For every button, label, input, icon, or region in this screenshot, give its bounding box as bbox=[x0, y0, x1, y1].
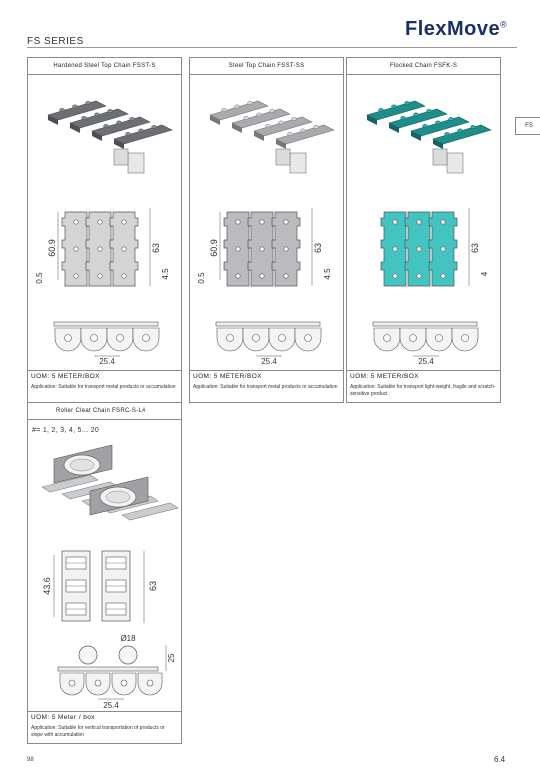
pin-hole bbox=[60, 108, 65, 111]
pin-hole bbox=[126, 132, 131, 135]
product-title: Roller Cleat Chain FSRC-S-L# bbox=[28, 403, 181, 420]
pin-hole bbox=[314, 125, 319, 128]
pin-hole bbox=[236, 274, 240, 278]
page-number-right: 6.4 bbox=[494, 755, 506, 764]
chain-3d-illustration bbox=[190, 75, 343, 200]
pin-hole bbox=[86, 101, 91, 104]
chain-link-body bbox=[276, 149, 290, 165]
top-plate-profile bbox=[373, 322, 477, 326]
pin-hole bbox=[427, 109, 432, 112]
pin-hole bbox=[458, 129, 463, 132]
dimension-label: 60.9 bbox=[47, 239, 57, 257]
dimension-label: 0.5 bbox=[197, 272, 206, 284]
pin-hole bbox=[471, 125, 476, 128]
pin bbox=[384, 335, 391, 342]
pin-hole bbox=[257, 113, 262, 116]
pin-hole bbox=[74, 220, 78, 224]
variant-note: #= 1, 2, 3, 4, 5... 20 bbox=[32, 427, 100, 434]
pin-hole bbox=[104, 124, 109, 127]
brand-name: FlexMove bbox=[405, 18, 501, 40]
chain-link-body bbox=[433, 149, 447, 165]
pin-hole bbox=[260, 274, 264, 278]
chain-link-body bbox=[128, 153, 144, 173]
top-plate-profile bbox=[216, 322, 320, 326]
pin bbox=[65, 335, 72, 342]
pin-hole bbox=[236, 247, 240, 251]
pin-hole bbox=[279, 121, 284, 124]
pin bbox=[462, 335, 469, 342]
pin-hole bbox=[95, 113, 100, 116]
dimension-label: Ø18 bbox=[120, 635, 136, 643]
page-number-left: 98 bbox=[27, 757, 34, 763]
pin-hole bbox=[417, 274, 421, 278]
dimension-label: 4.5 bbox=[161, 268, 170, 280]
dimension-label: 0.5 bbox=[35, 272, 44, 284]
pin-hole bbox=[117, 121, 122, 124]
pin-hole bbox=[244, 116, 249, 119]
pin bbox=[410, 335, 417, 342]
pin-hole bbox=[401, 116, 406, 119]
product-title: Hardened Steel Top Chain FSST-S bbox=[28, 58, 181, 75]
application-text: Application: Suitable for transport metal products or accumulation bbox=[31, 384, 176, 390]
pin bbox=[117, 335, 124, 342]
roller-profile bbox=[79, 646, 97, 664]
product-title: Steel Top Chain FSST-SS bbox=[190, 58, 343, 75]
pin-hole bbox=[436, 121, 441, 124]
header-divider bbox=[27, 47, 517, 48]
pin-hole bbox=[393, 247, 397, 251]
pin bbox=[279, 335, 286, 342]
pin-hole bbox=[441, 247, 445, 251]
pin-hole bbox=[74, 247, 78, 251]
uom-text: UOM: 5 METER/BOX bbox=[31, 373, 100, 380]
pin-hole bbox=[260, 247, 264, 251]
pin-hole bbox=[74, 274, 78, 278]
pin-hole bbox=[445, 132, 450, 135]
pin-hole bbox=[392, 105, 397, 108]
dimension-label: 25.4 bbox=[418, 357, 434, 366]
product-info bbox=[347, 370, 500, 403]
roller-chain-side-view-drawing bbox=[28, 635, 181, 713]
pin-hole bbox=[122, 274, 126, 278]
product-panel-fsst-s bbox=[27, 57, 182, 403]
product-title: Flocked Chain FSFK-S bbox=[347, 58, 500, 75]
pin-hole bbox=[260, 220, 264, 224]
pin bbox=[121, 680, 127, 686]
pin-hole bbox=[449, 117, 454, 120]
dimension-label: 63 bbox=[148, 580, 158, 592]
uom-text: UOM: 5 METER/BOX bbox=[350, 373, 419, 380]
dimension-label: 25 bbox=[167, 653, 176, 663]
pin bbox=[95, 680, 101, 686]
uom-text: UOM: 5 METER/BOX bbox=[193, 373, 262, 380]
pin-hole bbox=[379, 108, 384, 111]
pin-hole bbox=[414, 113, 419, 116]
pin bbox=[91, 335, 98, 342]
chain-top-view-drawing bbox=[190, 200, 343, 310]
pin bbox=[253, 335, 260, 342]
pin bbox=[69, 680, 75, 686]
application-text: Application: Suitable for transport metal products or accumulation bbox=[193, 384, 338, 390]
product-panel-fsfk-s bbox=[346, 57, 501, 403]
dimension-label: 4 bbox=[480, 271, 489, 277]
pin-hole bbox=[98, 220, 102, 224]
uom-text: UOM: 5 Meter / box bbox=[31, 714, 95, 721]
chain-link-body bbox=[447, 153, 463, 173]
pin-hole bbox=[405, 101, 410, 104]
pin bbox=[305, 335, 312, 342]
pin-hole bbox=[270, 109, 275, 112]
chain-3d-illustration bbox=[347, 75, 500, 200]
pin-hole bbox=[423, 124, 428, 127]
pin-hole bbox=[98, 247, 102, 251]
pin bbox=[147, 680, 153, 686]
pin-hole bbox=[393, 274, 397, 278]
pin-hole bbox=[441, 220, 445, 224]
pin-hole bbox=[301, 129, 306, 132]
roller-band bbox=[106, 491, 130, 503]
pin-hole bbox=[248, 101, 253, 104]
pin-hole bbox=[284, 274, 288, 278]
dimension-label: 63 bbox=[151, 242, 161, 254]
product-panel-fsst-ss bbox=[189, 57, 344, 403]
product-info bbox=[28, 711, 181, 744]
pin-hole bbox=[417, 247, 421, 251]
dimension-label: 4.5 bbox=[323, 268, 332, 280]
pin-hole bbox=[393, 220, 397, 224]
pin-hole bbox=[236, 220, 240, 224]
pin bbox=[227, 335, 234, 342]
section-tab[interactable]: FS bbox=[515, 117, 540, 135]
series-label: FS SERIES bbox=[27, 36, 84, 47]
pin-hole bbox=[98, 274, 102, 278]
pin-hole bbox=[122, 247, 126, 251]
pin-hole bbox=[122, 220, 126, 224]
roller-profile bbox=[119, 646, 137, 664]
chain-link-body bbox=[290, 153, 306, 173]
roller-band bbox=[70, 459, 94, 471]
pin-hole bbox=[266, 124, 271, 127]
pin-hole bbox=[417, 220, 421, 224]
product-info bbox=[28, 370, 181, 403]
dimension-label: 63 bbox=[470, 242, 480, 254]
pin-hole bbox=[130, 117, 135, 120]
chain-side-view-drawing bbox=[190, 316, 343, 371]
chain-top-view-drawing bbox=[347, 200, 500, 310]
dimension-label: 25.4 bbox=[99, 357, 115, 366]
pin-hole bbox=[152, 125, 157, 128]
dimension-label: 63 bbox=[313, 242, 323, 254]
dimension-label: 25.4 bbox=[261, 357, 277, 366]
top-plate-profile bbox=[54, 322, 158, 326]
brand-logo bbox=[405, 18, 507, 41]
chain-3d-illustration bbox=[28, 75, 181, 200]
pin-hole bbox=[222, 108, 227, 111]
application-text: Application: Suitable for transport light-weight, fragile and scratch-sensitive product bbox=[350, 384, 496, 397]
pin-hole bbox=[292, 117, 297, 120]
chain-side-view-drawing bbox=[347, 316, 500, 371]
pin-hole bbox=[108, 109, 113, 112]
registered-mark: ® bbox=[500, 19, 508, 30]
top-plate-profile bbox=[58, 667, 158, 671]
pin bbox=[436, 335, 443, 342]
pin-hole bbox=[284, 220, 288, 224]
pin-hole bbox=[235, 105, 240, 108]
roller-chain-3d-illustration bbox=[28, 435, 181, 553]
pin-hole bbox=[82, 116, 87, 119]
dimension-label: 60.9 bbox=[209, 239, 219, 257]
product-info bbox=[190, 370, 343, 403]
pin-hole bbox=[441, 274, 445, 278]
chain-top-view-drawing bbox=[28, 200, 181, 310]
pin-hole bbox=[73, 105, 78, 108]
pin-hole bbox=[284, 247, 288, 251]
roller-chain-top-view-drawing bbox=[28, 543, 181, 635]
product-panel-fsrc-s bbox=[27, 402, 182, 744]
pin bbox=[143, 335, 150, 342]
dimension-label: 43.6 bbox=[42, 577, 52, 595]
chain-side-view-drawing bbox=[28, 316, 181, 371]
pin-hole bbox=[288, 132, 293, 135]
pin-hole bbox=[139, 129, 144, 132]
application-text: Application: Suitable for vertical transportation of products or slope with accumulation bbox=[31, 725, 165, 738]
chain-link-body bbox=[114, 149, 128, 165]
dimension-label: 25.4 bbox=[103, 701, 119, 710]
